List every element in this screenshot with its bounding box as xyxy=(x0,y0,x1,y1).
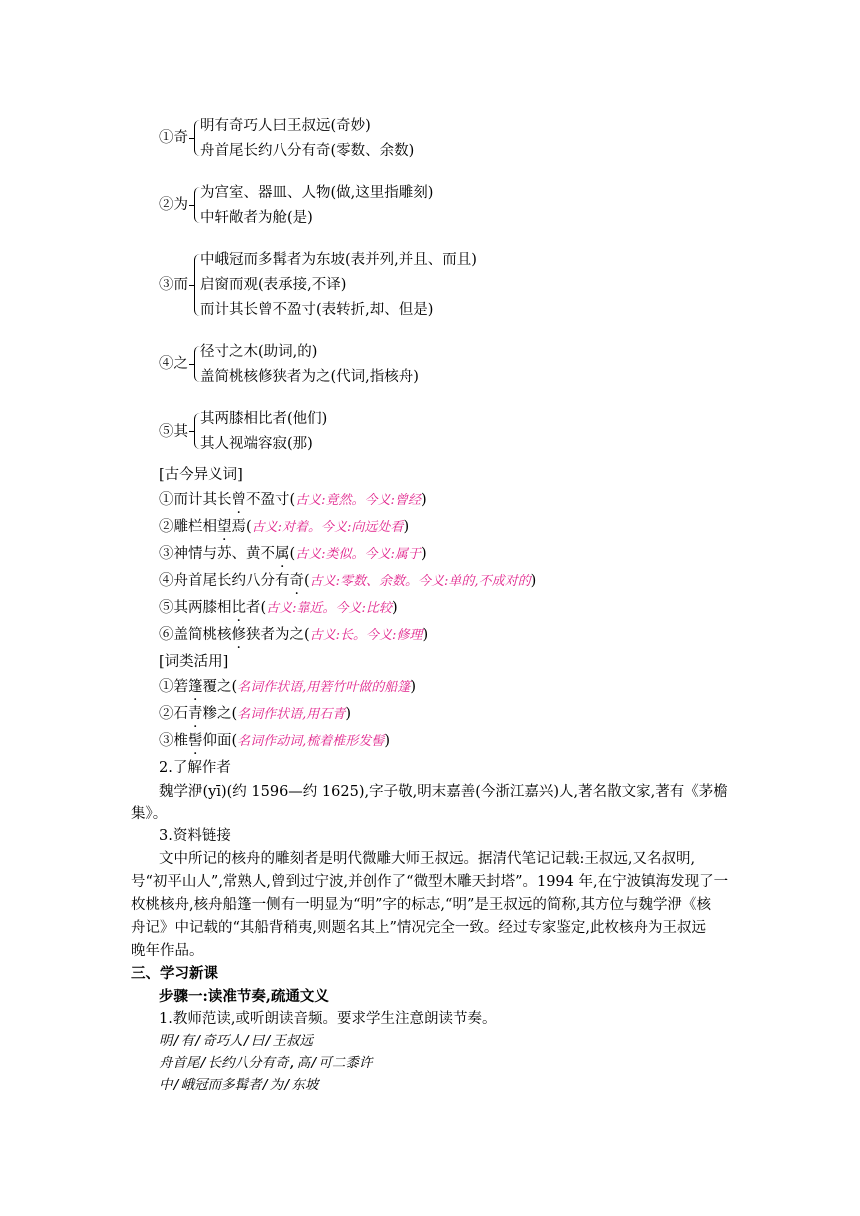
group-item: 舟首尾长约八分有奇(零数、余数) xyxy=(200,143,415,159)
group-item: 中峨冠而多髯者为东坡(表并列,并且、而且) xyxy=(200,252,477,268)
ziliao-text: 舟记》中记载的“其船背稍夷,则题名其上”情况完全一致。经过专家鉴定,此枚核舟为王叔远 xyxy=(131,920,707,936)
group-item: 为宫室、器皿、人物(做,这里指雕刻) xyxy=(200,185,434,201)
group-label: ③而 xyxy=(159,277,188,293)
group-item: 启窗而观(表承接,不译) xyxy=(200,277,347,293)
gujin-item: ①而计其长曾不盈寸(古义:竟然。今义:曾经) xyxy=(159,492,427,508)
group-item: 径寸之木(助词,的) xyxy=(200,344,318,360)
group-item: 盖简桃核修狭者为之(代词,指核舟) xyxy=(200,369,419,385)
author-text: 魏学洢(yī)(约 1596—约 1625),字子敬,明末嘉善(今浙江嘉兴)人,著名散文家,著有《茅檐 xyxy=(159,784,728,800)
author-heading: 2.了解作者 xyxy=(159,760,231,776)
group-label: ①奇 xyxy=(159,130,188,146)
ziliao-text: 枚桃核舟,核舟船篷一侧有一明显为“明”字的标志,“明”是王叔远的简称,其方位与魏学洢《核 xyxy=(131,897,711,913)
group-item: 明有奇巧人曰王叔远(奇妙) xyxy=(200,118,371,134)
gujin-item: ⑥盖简桃核修狭者为之(古义:长。今义:修理) xyxy=(159,627,429,643)
group-label: ⑤其 xyxy=(159,424,188,440)
ziliao-text: 晚年作品。 xyxy=(131,943,204,959)
rhythm-line: 舟首尾/长约八分有奇,高/可二黍许 xyxy=(159,1055,373,1071)
group-item: 其两膝相比者(他们) xyxy=(200,411,328,427)
cilei-item: ③椎髻仰面(名词作动词,梳着椎形发髻) xyxy=(159,733,390,749)
ziliao-text: 文中所记的核舟的雕刻者是明代微雕大师王叔远。据清代笔记记载:王叔远,又名叔明, xyxy=(159,851,696,867)
gujin-item: ②雕栏相望焉(古义:对着。今义:向远处看) xyxy=(159,519,410,535)
instruction-text: 1.教师范读,或听朗读音频。要求学生注意朗读节奏。 xyxy=(159,1011,497,1027)
ziliao-text: 号“初平山人”,常熟人,曾到过宁波,并创作了“微型木雕天封塔”。1994 年,在宁波镇海发现了一 xyxy=(131,874,729,890)
cilei-item: ②石青糁之(名词作状语,用石青) xyxy=(159,706,351,722)
cilei-item: ①箬篷覆之(名词作状语,用箬竹叶做的船篷) xyxy=(159,679,416,695)
group-label: ④之 xyxy=(159,356,188,372)
gujin-item: ④舟首尾长约八分有奇(古义:零数、余数。今义:单的,不成对的) xyxy=(159,573,537,589)
ziliao-heading: 3.资料链接 xyxy=(159,828,231,844)
rhythm-line: 明/有/奇巧人/曰/王叔远 xyxy=(159,1033,314,1049)
group-item: 而计其长曾不盈寸(表转折,却、但是) xyxy=(200,302,434,318)
section-heading: 三、学习新课 xyxy=(131,965,218,982)
group-item: 中轩敞者为舱(是) xyxy=(200,210,313,226)
gujin-item: ⑤其两膝相比者(古义:靠近。今义:比较) xyxy=(159,600,398,616)
gujin-item: ③神情与苏、黄不属(古义:类似。今义:属于) xyxy=(159,546,427,562)
cilei-heading: [词类活用] xyxy=(159,654,229,670)
author-text: 集》。 xyxy=(131,806,168,822)
step-heading: 步骤一:读准节奏,疏通文义 xyxy=(159,988,329,1005)
gujin-heading: [古今异义词] xyxy=(159,467,243,483)
rhythm-line: 中/峨冠而多髯者/为/东坡 xyxy=(159,1077,319,1093)
group-item: 其人视端容寂(那) xyxy=(200,436,313,452)
group-label: ②为 xyxy=(159,197,188,213)
